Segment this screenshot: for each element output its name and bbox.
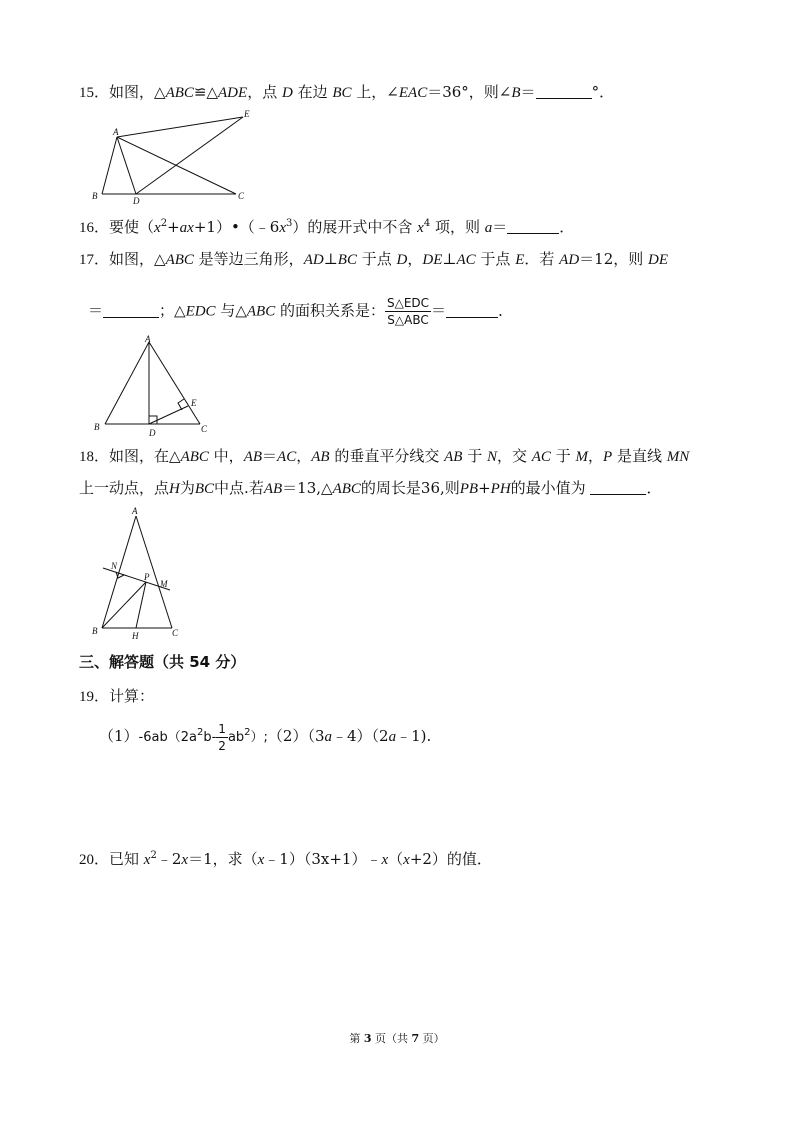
math-var: AB bbox=[444, 449, 463, 465]
answer-blank[interactable] bbox=[590, 480, 646, 495]
answer-blank[interactable] bbox=[507, 219, 559, 234]
math-var: D bbox=[396, 252, 408, 268]
text: ⊥ bbox=[323, 250, 338, 268]
text: （2）（3 bbox=[267, 727, 325, 745]
text: ． bbox=[559, 218, 575, 236]
math-var: x bbox=[143, 852, 151, 868]
math-var: DE bbox=[422, 252, 443, 268]
text: ，交 bbox=[496, 447, 532, 465]
math-var: PB bbox=[459, 481, 479, 497]
text: ＝ bbox=[262, 447, 278, 465]
math-var: a bbox=[324, 729, 333, 745]
text: 如图，△ bbox=[109, 250, 166, 268]
question-16-text bbox=[79, 217, 574, 238]
label-N: N bbox=[111, 561, 118, 571]
area-ratio-fraction bbox=[385, 296, 431, 327]
text: -6ab（2a bbox=[138, 730, 197, 745]
text: +1）•（﹣6 bbox=[193, 218, 280, 236]
math-var: ABC bbox=[165, 85, 194, 101]
math-var: D bbox=[281, 85, 293, 101]
math-var: H bbox=[169, 481, 180, 497]
text: 与△ bbox=[215, 301, 247, 320]
text: （ bbox=[388, 850, 404, 868]
text: ． bbox=[646, 479, 662, 497]
answer-blank[interactable] bbox=[536, 84, 592, 99]
label-C: C bbox=[238, 191, 245, 201]
text: 第 bbox=[349, 1032, 364, 1045]
text: ＝12，则 bbox=[579, 250, 649, 268]
text: ﹣4）（2 bbox=[332, 727, 389, 745]
text: 为 bbox=[179, 479, 195, 497]
fraction-numerator: S△EDC bbox=[387, 296, 430, 310]
label-P: P bbox=[144, 572, 150, 582]
answer-blank[interactable] bbox=[446, 303, 498, 318]
figure-q15 bbox=[88, 108, 258, 210]
math-var: x bbox=[257, 852, 265, 868]
math-var: ABC bbox=[165, 252, 194, 268]
label-A: A bbox=[132, 506, 138, 516]
question-18-line2 bbox=[79, 478, 661, 499]
expression-1 bbox=[138, 722, 268, 753]
figure-q18 bbox=[88, 504, 188, 648]
text: ⊥ bbox=[442, 250, 457, 268]
math-var: x bbox=[154, 220, 161, 236]
math-var: AB bbox=[263, 481, 283, 497]
label-E: E bbox=[244, 109, 250, 119]
text: 上一动点，点 bbox=[79, 479, 170, 497]
math-var: EAC bbox=[398, 85, 428, 101]
exponent: 3 bbox=[286, 218, 293, 229]
math-var: AB bbox=[243, 449, 263, 465]
fraction-one-half bbox=[216, 722, 228, 753]
label-M: M bbox=[160, 579, 168, 589]
text: ＝ bbox=[492, 218, 508, 236]
question-19-title bbox=[79, 686, 154, 707]
math-var: BC bbox=[337, 252, 357, 268]
math-var: AB bbox=[311, 449, 330, 465]
text: 是直线 bbox=[612, 447, 667, 465]
math-var: AC bbox=[277, 449, 297, 465]
text: 于 bbox=[550, 447, 576, 465]
text: 页） bbox=[419, 1032, 445, 1045]
label-B: B bbox=[94, 422, 100, 432]
section-title: 三、解答题（共 54 分） bbox=[79, 653, 246, 671]
text: ＝36°，则∠ bbox=[427, 83, 512, 101]
text: 计算： bbox=[109, 687, 155, 705]
text: 是等边三角形， bbox=[193, 250, 304, 268]
math-var: E bbox=[515, 252, 525, 268]
label-C: C bbox=[201, 424, 208, 434]
math-var: x bbox=[403, 852, 410, 868]
question-17-line2 bbox=[88, 296, 513, 327]
math-var: x bbox=[279, 220, 287, 236]
math-var: DE bbox=[648, 252, 669, 268]
math-var: x bbox=[181, 852, 189, 868]
label-A: A bbox=[145, 334, 151, 344]
text: 的垂直平分线交 bbox=[329, 447, 445, 465]
text: 在边 bbox=[292, 83, 333, 101]
label-A: A bbox=[113, 127, 119, 137]
math-var: a bbox=[388, 729, 397, 745]
text: 的周长是36,则 bbox=[360, 479, 460, 497]
math-var: P bbox=[603, 449, 613, 465]
text: ＝ bbox=[88, 301, 104, 320]
question-15-text bbox=[79, 82, 614, 103]
question-17-line1 bbox=[79, 249, 668, 270]
text: ﹣1). bbox=[396, 727, 432, 745]
math-var: BC bbox=[194, 481, 215, 497]
fraction-denominator: 2 bbox=[218, 739, 226, 753]
question-number: 16． bbox=[79, 220, 110, 236]
page-number: 3 bbox=[363, 1032, 372, 1045]
text: 页（共 bbox=[371, 1032, 412, 1045]
text: +2）的值． bbox=[409, 850, 492, 868]
text: ，点 bbox=[247, 83, 282, 101]
text: 的最小值为 bbox=[510, 479, 591, 497]
text: ， bbox=[407, 250, 423, 268]
exponent: 2 bbox=[160, 218, 168, 229]
text: 要使（ bbox=[109, 218, 155, 236]
label-B: B bbox=[92, 626, 98, 636]
question-18-line1 bbox=[79, 446, 689, 467]
exponent: 2 bbox=[244, 727, 251, 738]
fraction-numerator: 1 bbox=[218, 722, 226, 736]
exponent: 2 bbox=[196, 727, 204, 738]
math-var: ABC bbox=[180, 449, 209, 465]
page-footer bbox=[0, 1030, 794, 1046]
question-number: 20． bbox=[79, 852, 110, 868]
math-var: ax bbox=[179, 220, 194, 236]
math-var: EDC bbox=[185, 303, 216, 320]
question-number: 15． bbox=[79, 85, 110, 101]
math-var: ABC bbox=[246, 303, 276, 320]
math-var: MN bbox=[666, 449, 690, 465]
text: 于点 bbox=[475, 250, 516, 268]
text: 中， bbox=[208, 447, 244, 465]
text: 于 bbox=[462, 447, 487, 465]
text: 已知 bbox=[109, 850, 144, 868]
figure-q17 bbox=[90, 334, 220, 442]
text: ﹣1）（3x+1）﹣ bbox=[264, 850, 382, 868]
label-D: D bbox=[133, 196, 140, 206]
math-var: ADE bbox=[218, 85, 248, 101]
text: ， bbox=[296, 447, 312, 465]
question-number: 17． bbox=[79, 252, 110, 268]
label-C: C bbox=[172, 628, 179, 638]
text: °． bbox=[591, 83, 615, 101]
label-E: E bbox=[191, 398, 197, 408]
text: ）; bbox=[250, 730, 268, 745]
label-D: D bbox=[149, 428, 156, 438]
exponent: 2 bbox=[150, 850, 157, 861]
math-var: M bbox=[575, 449, 588, 465]
text: ≌△ bbox=[193, 83, 219, 101]
exponent: 4 bbox=[423, 218, 431, 229]
fraction-denominator: S△ABC bbox=[387, 313, 429, 327]
math-var: ABC bbox=[332, 481, 361, 497]
text: ， bbox=[587, 447, 603, 465]
question-number: 19． bbox=[79, 689, 110, 705]
math-var: PH bbox=[490, 481, 511, 497]
question-19-expressions bbox=[99, 722, 431, 753]
text: ． bbox=[498, 301, 514, 320]
math-var: B bbox=[511, 85, 521, 101]
text: ；△ bbox=[159, 301, 186, 320]
text: ﹣2 bbox=[156, 850, 182, 868]
math-var: N bbox=[486, 449, 497, 465]
text: 如图，△ bbox=[109, 83, 166, 101]
label-H: H bbox=[132, 631, 139, 641]
answer-blank[interactable] bbox=[103, 303, 159, 318]
text: ＝1，求（ bbox=[188, 850, 258, 868]
page-total: 7 bbox=[411, 1032, 420, 1045]
math-var: AD bbox=[303, 252, 324, 268]
text: ．若 bbox=[524, 250, 560, 268]
text: 的面积关系是： bbox=[275, 301, 385, 320]
text: 于点 bbox=[356, 250, 397, 268]
text: b- bbox=[203, 730, 217, 745]
text: + bbox=[478, 479, 491, 497]
math-var: AC bbox=[531, 449, 551, 465]
text: 如图，在△ bbox=[109, 447, 181, 465]
text: + bbox=[167, 218, 180, 236]
label-B: B bbox=[92, 191, 98, 201]
text: 项，则 bbox=[430, 218, 485, 236]
math-var: AC bbox=[456, 252, 476, 268]
text: 上，∠ bbox=[351, 83, 399, 101]
text: ＝13,△ bbox=[282, 479, 333, 497]
math-var: x bbox=[417, 220, 424, 236]
question-number: 18． bbox=[79, 449, 110, 465]
math-var: BC bbox=[332, 85, 352, 101]
math-var: a bbox=[484, 220, 493, 236]
text: ab bbox=[227, 730, 245, 745]
math-var: AD bbox=[559, 252, 580, 268]
question-20-text bbox=[79, 849, 492, 870]
text: ＝ bbox=[520, 83, 536, 101]
text: ）的展开式中不含 bbox=[292, 218, 418, 236]
text: （1） bbox=[99, 727, 139, 745]
text: ＝ bbox=[431, 301, 447, 320]
math-var: x bbox=[381, 852, 389, 868]
text: 中点.若 bbox=[214, 479, 264, 497]
